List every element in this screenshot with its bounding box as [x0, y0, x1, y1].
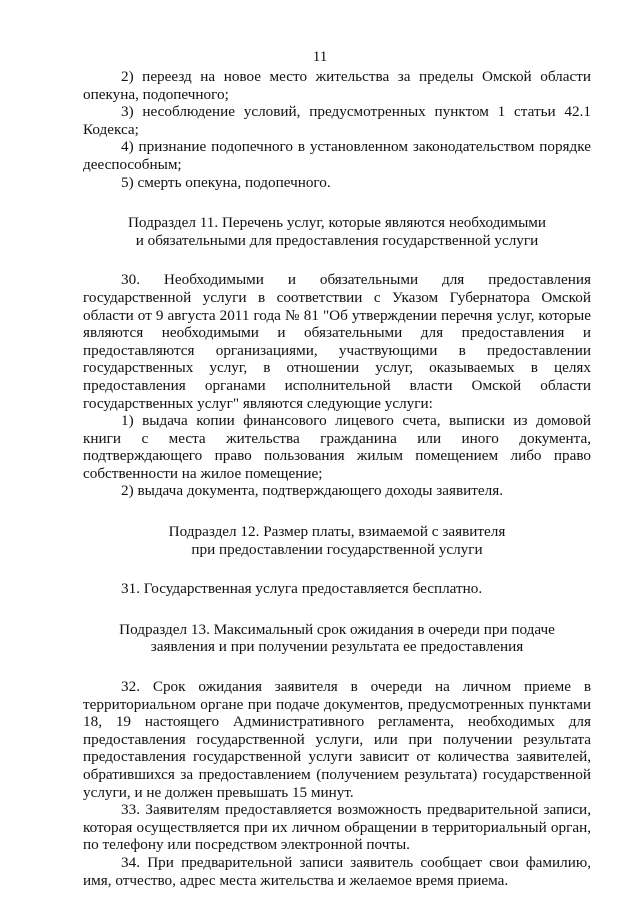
- subsection-13-title-line2: заявления и при получении результата ее предоставления: [150, 638, 524, 656]
- subsection-11-title-line2: и обязательными для предоставления государственной услуги: [135, 231, 539, 249]
- paragraph-31: 31. Государственная услуга предоставляется бесплатно.: [121, 580, 483, 598]
- paragraph-34: 34. При предварительной записи заявитель сообщает свои фамилию, имя, отчество, адрес места жительства и желаемое время приема.: [83, 853, 591, 889]
- list-item: 3) несоблюдение условий, предусмотренных пунктом 1 статьи 42.1 Кодекса;: [83, 103, 591, 138]
- list-item: 4) признание подопечного в установленном законодательством порядке дееспособным;: [83, 138, 591, 173]
- page-number: 11: [312, 48, 328, 65]
- subsection-11-title-line1: Подраздел 11. Перечень услуг, которые являются необходимыми: [127, 214, 547, 232]
- list-item: 1) выдача копии финансового лицевого счета, выписки из домовой книги с места жительства гражданина или иного документа, подтверждающего право пользования жилым помещением либо право собственности на жилое помещение;: [83, 412, 591, 482]
- paragraph-32: 32. Срок ожидания заявителя в очереди на личном приеме в территориальном органе при подаче документов, предусмотренных пунктами 18, 19 настоящего Административного регламента, необходимых для предоставления государственной услуги, или при получении результата предоставления государственной услуги зависит от количества заявителей, обратившихся за предоставлением (получением результата) государственной услуги, и не должен превышать 15 минут.: [83, 678, 591, 801]
- subsection-13-title-line1: Подраздел 13. Максимальный срок ожидания в очереди при подаче: [119, 620, 555, 638]
- subsection-12-title-line1: Подраздел 12. Размер платы, взимаемой с заявителя: [168, 523, 506, 541]
- subsection-12-title-line2: при предоставлении государственной услуги: [191, 540, 483, 558]
- list-item: 2) выдача документа, подтверждающего доходы заявителя.: [121, 482, 504, 500]
- list-item: 2) переезд на новое место жительства за пределы Омской области опекуна, подопечного;: [83, 68, 591, 103]
- paragraph-33: 33. Заявителям предоставляется возможность предварительной записи, которая осуществляется при их личном обращении в территориальный орган, по телефону или посредством электронной почты.: [83, 801, 591, 854]
- document-body: [83, 68, 591, 889]
- paragraph-30: 30. Необходимыми и обязательными для предоставления государственной услуги в соответствии с Указом Губернатора Омской области от 9 августа 2011 года № 81 "Об утверждении перечня услуг, которые являются необходимыми и обязательными для предоставления и предоставляются организациями, участвующими в предоставлении государственных услуг, в отношении услуг, оказываемых в целях предоставления органами исполнительной власти Омской области государственных услуг" являются следующие услуги:: [83, 271, 591, 412]
- list-item: 5) смерть опекуна, подопечного.: [121, 173, 331, 191]
